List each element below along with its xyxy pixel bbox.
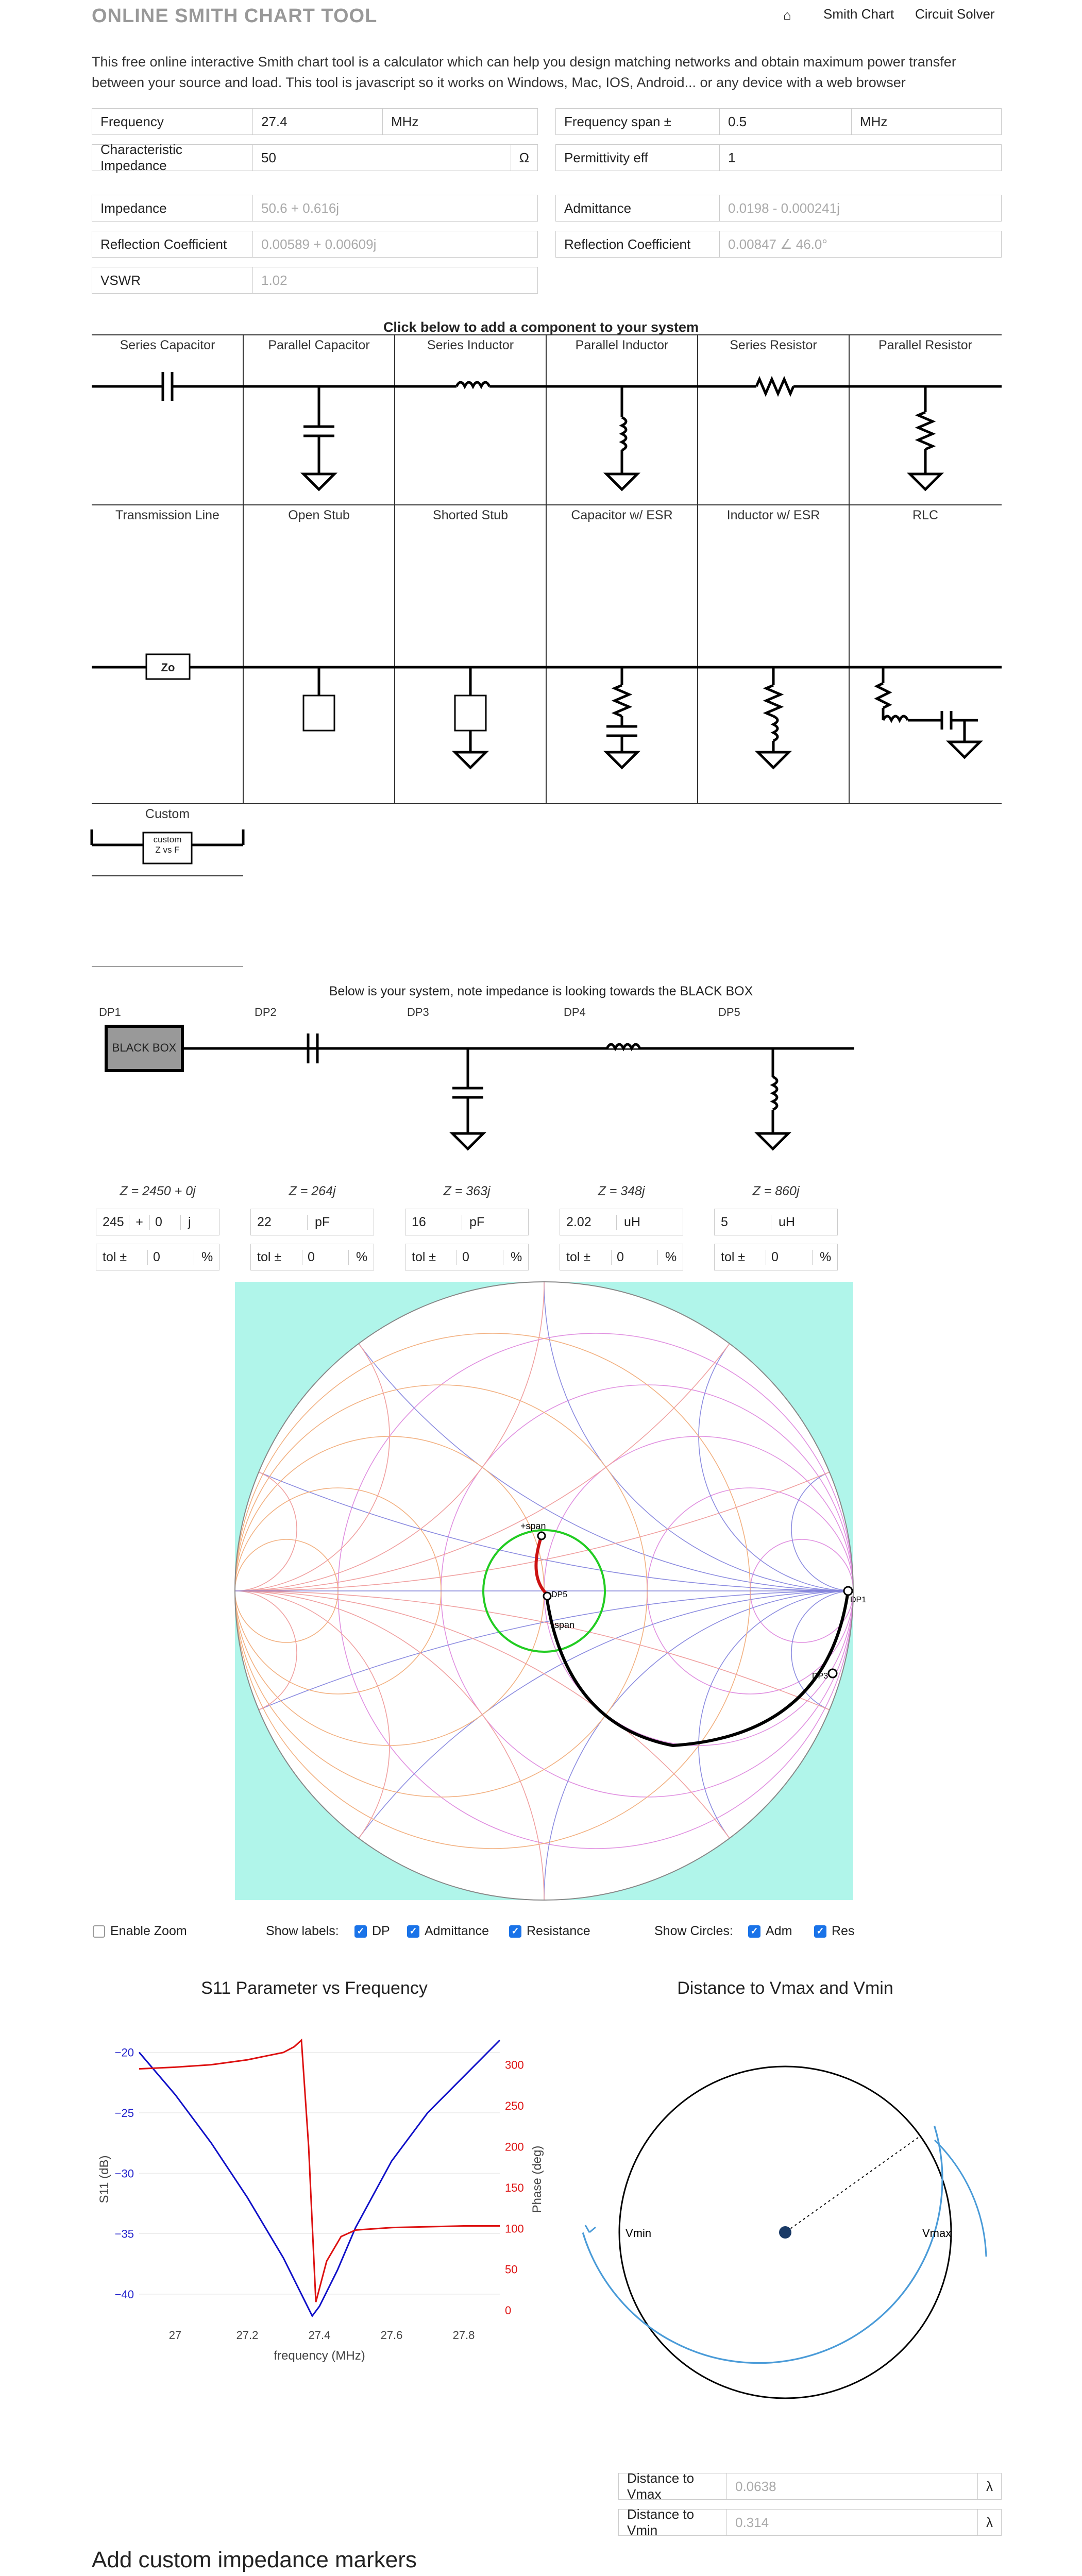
s11-xtick: 27.6 [380,2329,403,2342]
distance-vmax-field: Distance to Vmax 0.0638 λ [618,2473,1002,2500]
add-parallel-resistor[interactable]: Parallel Resistor [878,338,972,352]
dp5-marker [544,1592,551,1600]
dp2-tolerance: tol ± 0 % [250,1244,374,1270]
span-field: Frequency span ± 0.5 MHz [555,108,1002,135]
dp4-tolerance: tol ± 0 % [560,1244,683,1270]
frequency-unit[interactable]: MHz [391,113,419,129]
res-circle-checkbox[interactable]: ✓ Res [814,1924,854,1939]
dp3-unit-select[interactable]: pF [469,1214,485,1229]
s11-ylabel: S11 (dB) [97,2155,111,2204]
vmin-label: Vmin [625,2227,652,2240]
s11-y2tick: 200 [505,2140,524,2154]
span-input[interactable]: 0.5 [720,109,852,134]
s11-y2tick: 50 [505,2263,518,2276]
custom-box-label: custom Z vs F [153,835,182,855]
add-parallel-inductor[interactable]: Parallel Inductor [575,338,669,352]
admittance-readout: 0.0198 - 0.000241j [728,200,840,216]
dp5-label: DP5 [718,1006,740,1019]
black-box[interactable]: BLACK BOX [112,1041,177,1054]
s11-y2label: Phase (deg) [530,2145,544,2213]
dp5-value-input[interactable]: 5 [715,1215,771,1230]
permittivity-input[interactable]: 1 [728,149,736,165]
reflection-readout: 0.00589 + 0.00609j [261,236,377,252]
add-series-resistor[interactable]: Series Resistor [730,338,817,352]
dp4-impedance: Z = 348j [598,1184,645,1198]
dp3-chart-label: DP3 [812,1672,829,1681]
permittivity-field: Permittivity eff 1 [555,144,1002,171]
s11-magnitude-line [139,2040,500,2316]
dp2-impedance: Z = 264j [289,1184,336,1198]
s11-xtick: 27.8 [452,2329,475,2342]
span-unit[interactable]: MHz [860,113,888,129]
impedance-readout: 50.6 + 0.616j [261,200,340,216]
dp1-marker [844,1587,852,1595]
nav-circuit-solver[interactable]: Circuit Solver [915,6,995,22]
adm-circle-checkbox[interactable]: ✓ Adm [748,1924,792,1939]
add-transmission-line[interactable]: Transmission Line [115,508,219,522]
dp1-real-input[interactable]: 245 [96,1215,129,1230]
dp4-label: DP4 [564,1006,586,1019]
dp4-value-input[interactable]: 2.02 [560,1215,617,1230]
dp5-tolerance: tol ± 0 % [714,1244,838,1270]
s11-y2tick: 100 [505,2222,524,2235]
dp3-marker [829,1669,837,1677]
z0-input[interactable]: 50 [261,149,276,165]
add-custom[interactable]: Custom [145,807,190,821]
s11-ytick: −35 [114,2227,134,2241]
add-parallel-capacitor[interactable]: Parallel Capacitor [268,338,370,352]
s11-xtick: 27 [168,2329,182,2342]
s11-ytick: −30 [114,2167,134,2180]
add-rlc[interactable]: RLC [912,508,938,522]
reflection-field: Reflection Coefficient 0.00589 + 0.00609j [92,231,538,258]
admittance-label-checkbox[interactable]: ✓ Admittance [407,1924,489,1939]
dp5-value [714,1209,838,1235]
markers-title: Add custom impedance markers [92,2547,417,2572]
vswr-field: VSWR 1.02 [92,267,538,294]
dp3-tolerance: tol ± 0 % [405,1244,529,1270]
s11-xtick: 27.2 [236,2329,259,2342]
impedance-field: Impedance 50.6 + 0.616j [92,195,538,222]
s11-xlabel: frequency (MHz) [274,2349,365,2363]
home-icon[interactable]: ⌂ [783,7,791,23]
reflection-polar-field: Reflection Coefficient 0.00847 ∠ 46.0° [555,231,1002,258]
page-title: ONLINE SMITH CHART TOOL [92,5,378,27]
dp5-impedance: Z = 860j [752,1184,800,1198]
dp1-imag-input[interactable]: 0 [150,1215,181,1230]
dp4-value [560,1209,683,1235]
s11-xtick: 27.4 [308,2329,331,2342]
add-inductor-esr[interactable]: Inductor w/ ESR [726,508,820,522]
add-open-stub[interactable]: Open Stub [288,508,350,522]
vmax-label: Vmax [922,2227,952,2240]
dp3-label: DP3 [407,1006,429,1019]
s11-chart [93,2030,546,2391]
dp3-impedance: Z = 363j [443,1184,491,1198]
minus-span-label: -span [551,1620,575,1630]
distance-vmin-field: Distance to Vmin 0.314 λ [618,2509,1002,2536]
components-title: Click below to add a component to your system [383,319,699,335]
dp1-impedance: Z = 2450 + 0j [120,1184,196,1198]
dp2-label: DP2 [255,1006,277,1019]
dist-title: Distance to Vmax and Vmin [677,1978,893,1998]
zo-label: Zo [161,661,175,674]
span-top-marker [538,1532,545,1539]
dp-label-checkbox[interactable]: ✓ DP [354,1924,390,1939]
show-labels-label: Show labels: [266,1924,339,1938]
frequency-input[interactable]: 27.4 [253,109,383,134]
dp2-value-input[interactable]: 22 [251,1215,308,1230]
vswr-readout: 1.02 [261,272,288,288]
dp1-value: 245 + 0 j [96,1209,219,1235]
distance-chart [569,2030,1002,2442]
dp5-unit-select[interactable]: uH [779,1214,795,1229]
s11-ytick: −40 [114,2288,134,2301]
s11-ytick: −20 [114,2046,134,2059]
dp1-tolerance: tol ± 0 % [96,1244,219,1270]
z0-field: Characteristic Impedance 50 Ω [92,144,538,171]
s11-y2tick: 0 [505,2304,512,2317]
dp1-label: DP1 [99,1006,121,1019]
s11-phase-line [139,2040,500,2302]
dp5-chart-label: DP5 [551,1590,568,1599]
reflection-polar-readout: 0.00847 ∠ 46.0° [728,236,827,252]
show-circles-label: Show Circles: [654,1924,733,1938]
dp4-unit-select[interactable]: uH [624,1214,640,1229]
frequency-field: Frequency 27.4 MHz [92,108,538,135]
resistance-label-checkbox[interactable]: ✓ Resistance [509,1924,590,1939]
system-note: Below is your system, note impedance is looking towards the BLACK BOX [329,984,753,998]
s11-y2tick: 250 [505,2099,524,2113]
dp2-value [250,1209,374,1235]
dp2-unit-select[interactable]: pF [315,1214,330,1229]
admittance-field: Admittance 0.0198 - 0.000241j [555,195,1002,222]
add-series-capacitor[interactable]: Series Capacitor [120,338,215,352]
add-shorted-stub[interactable]: Shorted Stub [433,508,508,522]
s11-title: S11 Parameter vs Frequency [201,1978,428,1998]
nav-smith-chart[interactable]: Smith Chart [823,6,894,22]
intro-text: This free online interactive Smith chart tool is a calculator which can help you design matching networks and obtain maximum power transfer between your source and load. This tool is javascript so it works on Windows, Mac, IOS, Android... or any device with a web browser [92,54,956,90]
smith-chart[interactable] [235,1282,867,1900]
dp3-value-input[interactable]: 16 [405,1215,462,1230]
dp3-value [405,1209,529,1235]
dp1-chart-label: DP1 [850,1596,867,1604]
s11-ytick: −25 [114,2106,134,2120]
system-schematic [92,1005,1002,1175]
enable-zoom-checkbox[interactable]: Enable Zoom [93,1924,187,1939]
s11-y2tick: 150 [505,2181,524,2194]
s11-y2tick: 300 [505,2058,524,2072]
add-capacitor-esr[interactable]: Capacitor w/ ESR [571,508,673,522]
plus-span-label: +span [520,1521,546,1531]
add-series-inductor[interactable]: Series Inductor [427,338,514,352]
